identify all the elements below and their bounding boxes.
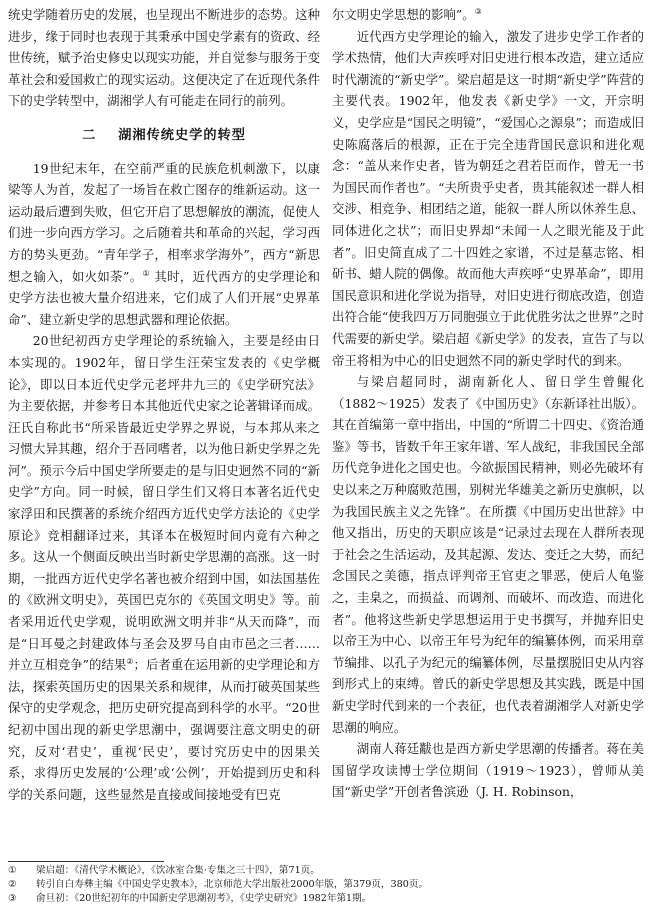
footnote	[8, 878, 644, 892]
left-column	[8, 4, 320, 805]
footnote-ref[interactable]: ①	[142, 268, 151, 278]
footnote-ref[interactable]: ②	[126, 657, 134, 667]
section-title: 湖湘传统史学的转型	[118, 127, 246, 143]
footnotes	[8, 864, 644, 907]
footnote-mark: ①	[8, 865, 17, 876]
footnote	[8, 864, 644, 878]
footnote-text: 梁启超：《清代学术概论》，《饮冰室合集·专集之三十四》，第71页。	[36, 865, 320, 876]
paragraph: 与梁启超同时，湖南新化人、留日学生曾鲲化（1882～1925）发表了《中国历史》（东新译社出版）。其在首编第一章中指出，中国的“所谓二十四史、《资治通鉴》等书，皆数千年王家年谱、军人战纪，非我国民全部历代竞争进化之国史也。今欲振国民精神，则必先破坏有史以来之万种腐败范围，别树光华雄美之新历史旗帜，以为我国民族主义之先锋”。在所撰《中国历史出世辞》中他又指出，历史的天职应该是“记录过去现在人群所表现于社会之生活运动，及其起源、发达、变迁之大势，而纪念国民之美德，指点评判帝王官吏之罪恶，使后人龟鉴之，圭臬之，而损益、而调剂、而破坏、而改造、而进化者”。他将这些新史学思想运用于史书撰写，并抛弃旧史以帝王为中心、以帝王年号为纪年的编纂体例，而采用章节编排、以孔子为纪元的编纂体例，尽量摆脱旧史从内容到形式上的束缚。曾氏的新史学思想及其实践，既是中国新史学时代到来的一个表征，也代表着湖湘学人对新史学思潮的响应。	[332, 374, 644, 735]
footnote-text: 转引自白寿彝主编《中国史学史教本》，北京师范大学出版社2000年版，第379页，380页。	[36, 879, 429, 891]
footnote-ref[interactable]: ③	[474, 6, 482, 16]
footnote-divider	[8, 861, 164, 862]
paragraph: 20世纪初西方史学理论的系统输入，主要是经由日本实现的。1902年，留日学生汪荣宝发表的《史学概论》，即以日本近代史学元老坪井九三的《史学研究法》为主要依据，并参考日本其他近代史家之论著辑译而成。汪氏自称此书“所采皆最近史学界之界说，与本邦从来之习惯大异其趣，绍介于吾同嗜者，以为他日新史学界之先河”。预示今后中国史学所要走的是与旧史迥然不同的“新史学”方向。同一时候，留日学生们又将日本著名近代史家浮田和民撰著的系统介绍西方近代史学方法论的《史学原论》竞相翻译过来，其译本在极短时间内竟有六种之多。这从一个侧面反映出当时新史学思潮的高涨。这一时期，一批西方近代史学名著也被介绍到中国，如法国基佐的《欧洲文明史》，英国巴克尔的《英国文明史》等。前者采用近代史学观，说明欧洲文明并非“从天而降”，而是“日耳曼之封建政体与圣会及罗马自由市邑之三者……并立互相竞争”的结果②；后者重在运用新的史学理论和方法，探索英国历史的因果关系和规律，从而打破英国某些保守的史学观念，把历史研究提高到科学的水平。“20世纪初中国出现的新史学思潮中，强调要注意文明史的研究，反对‘君史’，重视‘民史’，要讨究历史中的因果关系，求得历史发展的‘公理’或‘公例’，开始提到历史和科学的关系问题，这些显然是直接或间接地受有巴克	[8, 333, 320, 802]
paragraph: 统史学随着历史的发展，也呈现出不断进步的态势。这种进步，缘于同时也表现于其秉承中国史学素有的资政、经世传统，赋予治史修史以现实功能，并自觉参与服务于变革社会和爱国救亡的现实运动。这便决定了在近现代条件下的史学转型中，湖湘学人有可能走在同行的前列。	[8, 7, 320, 109]
footnote-mark: ②	[8, 879, 17, 891]
paragraph: 湖南人蒋廷黻也是西方新史学思潮的传播者。蒋在美国留学攻读博士学位期间（1919～1923），曾师从美国“新史学”开创者鲁滨逊（J. H. Robinson，	[332, 741, 644, 800]
paragraph: 尔文明史学思想的影响”。③	[332, 6, 482, 22]
footnote	[8, 892, 644, 906]
footnote-mark: ③	[8, 893, 17, 905]
section-number: 二	[82, 127, 97, 143]
section-heading	[8, 125, 320, 147]
footnote-text: 俞旦初：《20世纪初年的中国新史学思潮初考》，《史学史研究》1982年第1期。	[36, 893, 372, 905]
paragraph: 近代西方史学理论的输入，激发了进步史学工作者的学术热情，他们大声疾呼对旧史进行根本改造，建立适应时代潮流的“新史学”。梁启超是这一时期“新史学”阵营的主要代表。1902年，他发表《新史学》一文，开宗明义，史学应是“国民之明镜”，“爱国心之源泉”；而造成旧史陈腐落后的根源，正在于完全违背国民意识和进化观念：“盖从来作史者，皆为朝廷之君若臣而作，曾无一书为国民而作者也”。“夫所贵乎史者，贵其能叙述一群人相交涉、相竞争、相团结之道，能叙一群人所以休养生息、同体进化之状”；而旧史界却“未闻一人之眼光能及于此者”。旧史简直成了二十四姓之家谱，不过是墓志铭、相斫书、蜡人院的偶像。故而他大声疾呼“史界革命”，即用国民意识和进化学说为指导，对旧史进行彻底改造，创造出符合能“使我四万万同胞强立于此优胜劣汰之世界”之时代需要的新史学。梁启超《新史学》的发表，宣告了与以帝王将相为中心的旧史迥然不同的新史学时代的到来。	[332, 28, 644, 368]
right-column	[332, 4, 644, 803]
paragraph: 19世纪末年，在空前严重的民族危机刺激下，以康梁等人为首，发起了一场旨在救亡图存的维新运动。这一运动最后遭到失败，但它开启了思想解放的潮流，促使人们进一步向西方学习。之后随着共和革命的兴起，学习西方的势头更劲。“青年学子，相率求学海外”，西方“新思想之输入，如火如荼”。① 其时，近代西方的史学理论和史学方法也被大量介绍进来，它们成了人们开展“史界革命”、建立新史学的思想武器和理论依据。	[8, 160, 320, 327]
